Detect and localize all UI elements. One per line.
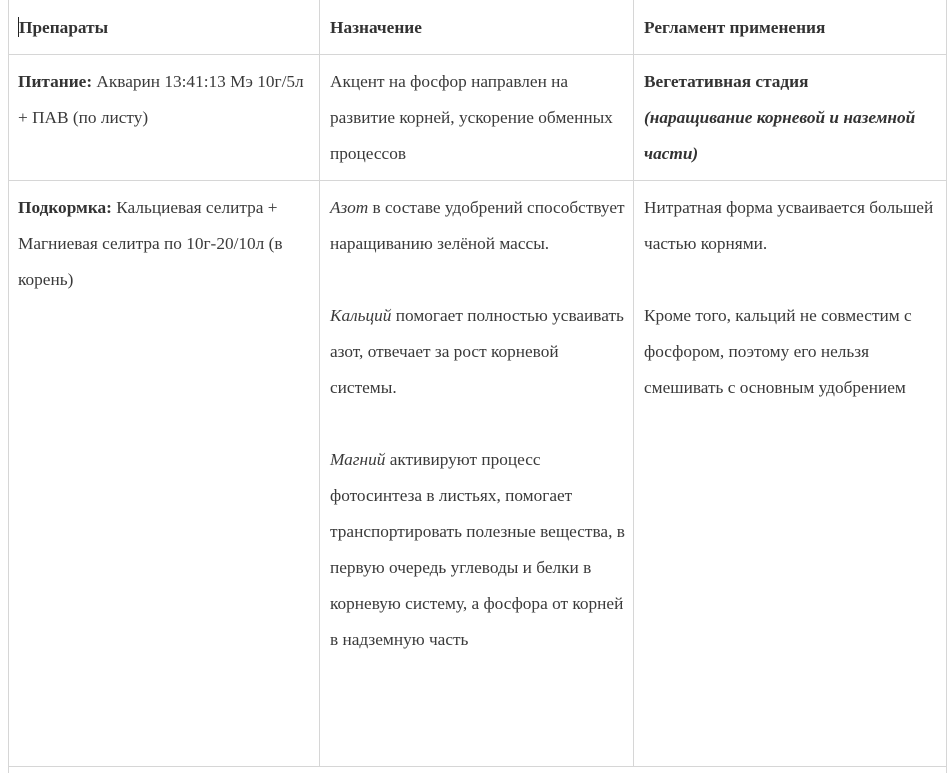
- header-label: Регламент применения: [644, 18, 826, 37]
- row-label: Подкормка:: [18, 198, 112, 217]
- table-row: [9, 181, 946, 767]
- table-cell[interactable]: [9, 181, 320, 766]
- table-cell[interactable]: [635, 55, 946, 180]
- paragraph: Кроме того, кальций не совместим с фосфором, поэтому его нельзя смешивать с основным удобрением: [644, 306, 912, 397]
- element-name: Кальций: [330, 306, 392, 325]
- paragraph: [330, 190, 627, 262]
- element-name: Азот: [330, 198, 369, 217]
- paragraph: [330, 298, 627, 406]
- cell-text: Акварин 13:41:13 Мэ 10г/5л + ПАВ (по листу): [18, 72, 304, 127]
- header-cell-purpose[interactable]: [321, 0, 634, 54]
- header-label: Препараты: [19, 18, 109, 37]
- cell-text: Кальциевая селитра + Магниевая селитра по 10г-20/10л (в корень): [18, 198, 283, 289]
- header-cell-preparations[interactable]: [9, 0, 320, 54]
- stage-title: Вегетативная стадия: [644, 72, 809, 91]
- paragraph-text: в составе удобрений способствует наращиванию зелёной массы.: [330, 198, 625, 253]
- header-cell-regulation[interactable]: [635, 0, 946, 54]
- header-label: Назначение: [330, 18, 422, 37]
- paragraph: [330, 442, 627, 658]
- data-table: [8, 0, 947, 773]
- table-cell[interactable]: [9, 55, 320, 180]
- paragraph-text: активируют процесс фотосинтеза в листьях, помогает транспортировать полезные вещества, в первую очередь углеводы и белки в корневую систему, а фосфора от корней в надземную часть: [330, 450, 625, 649]
- cell-text: Акцент на фосфор направлен на развитие корней, ускорение обменных процессов: [330, 72, 613, 163]
- table-header-row: [9, 0, 946, 55]
- element-name: Магний: [330, 450, 386, 469]
- paragraph: Нитратная форма усваивается большей частью корнями.: [644, 198, 934, 253]
- stage-subtitle: (наращивание корневой и наземной части): [644, 108, 916, 163]
- paragraph-text: помогает полностью усваивать азот, отвечает за рост корневой системы.: [330, 306, 624, 397]
- table-cell[interactable]: [321, 181, 634, 766]
- row-label: Питание:: [18, 72, 93, 91]
- table-cell[interactable]: [635, 181, 946, 766]
- table-cell[interactable]: [321, 55, 634, 180]
- table-row: [9, 55, 946, 181]
